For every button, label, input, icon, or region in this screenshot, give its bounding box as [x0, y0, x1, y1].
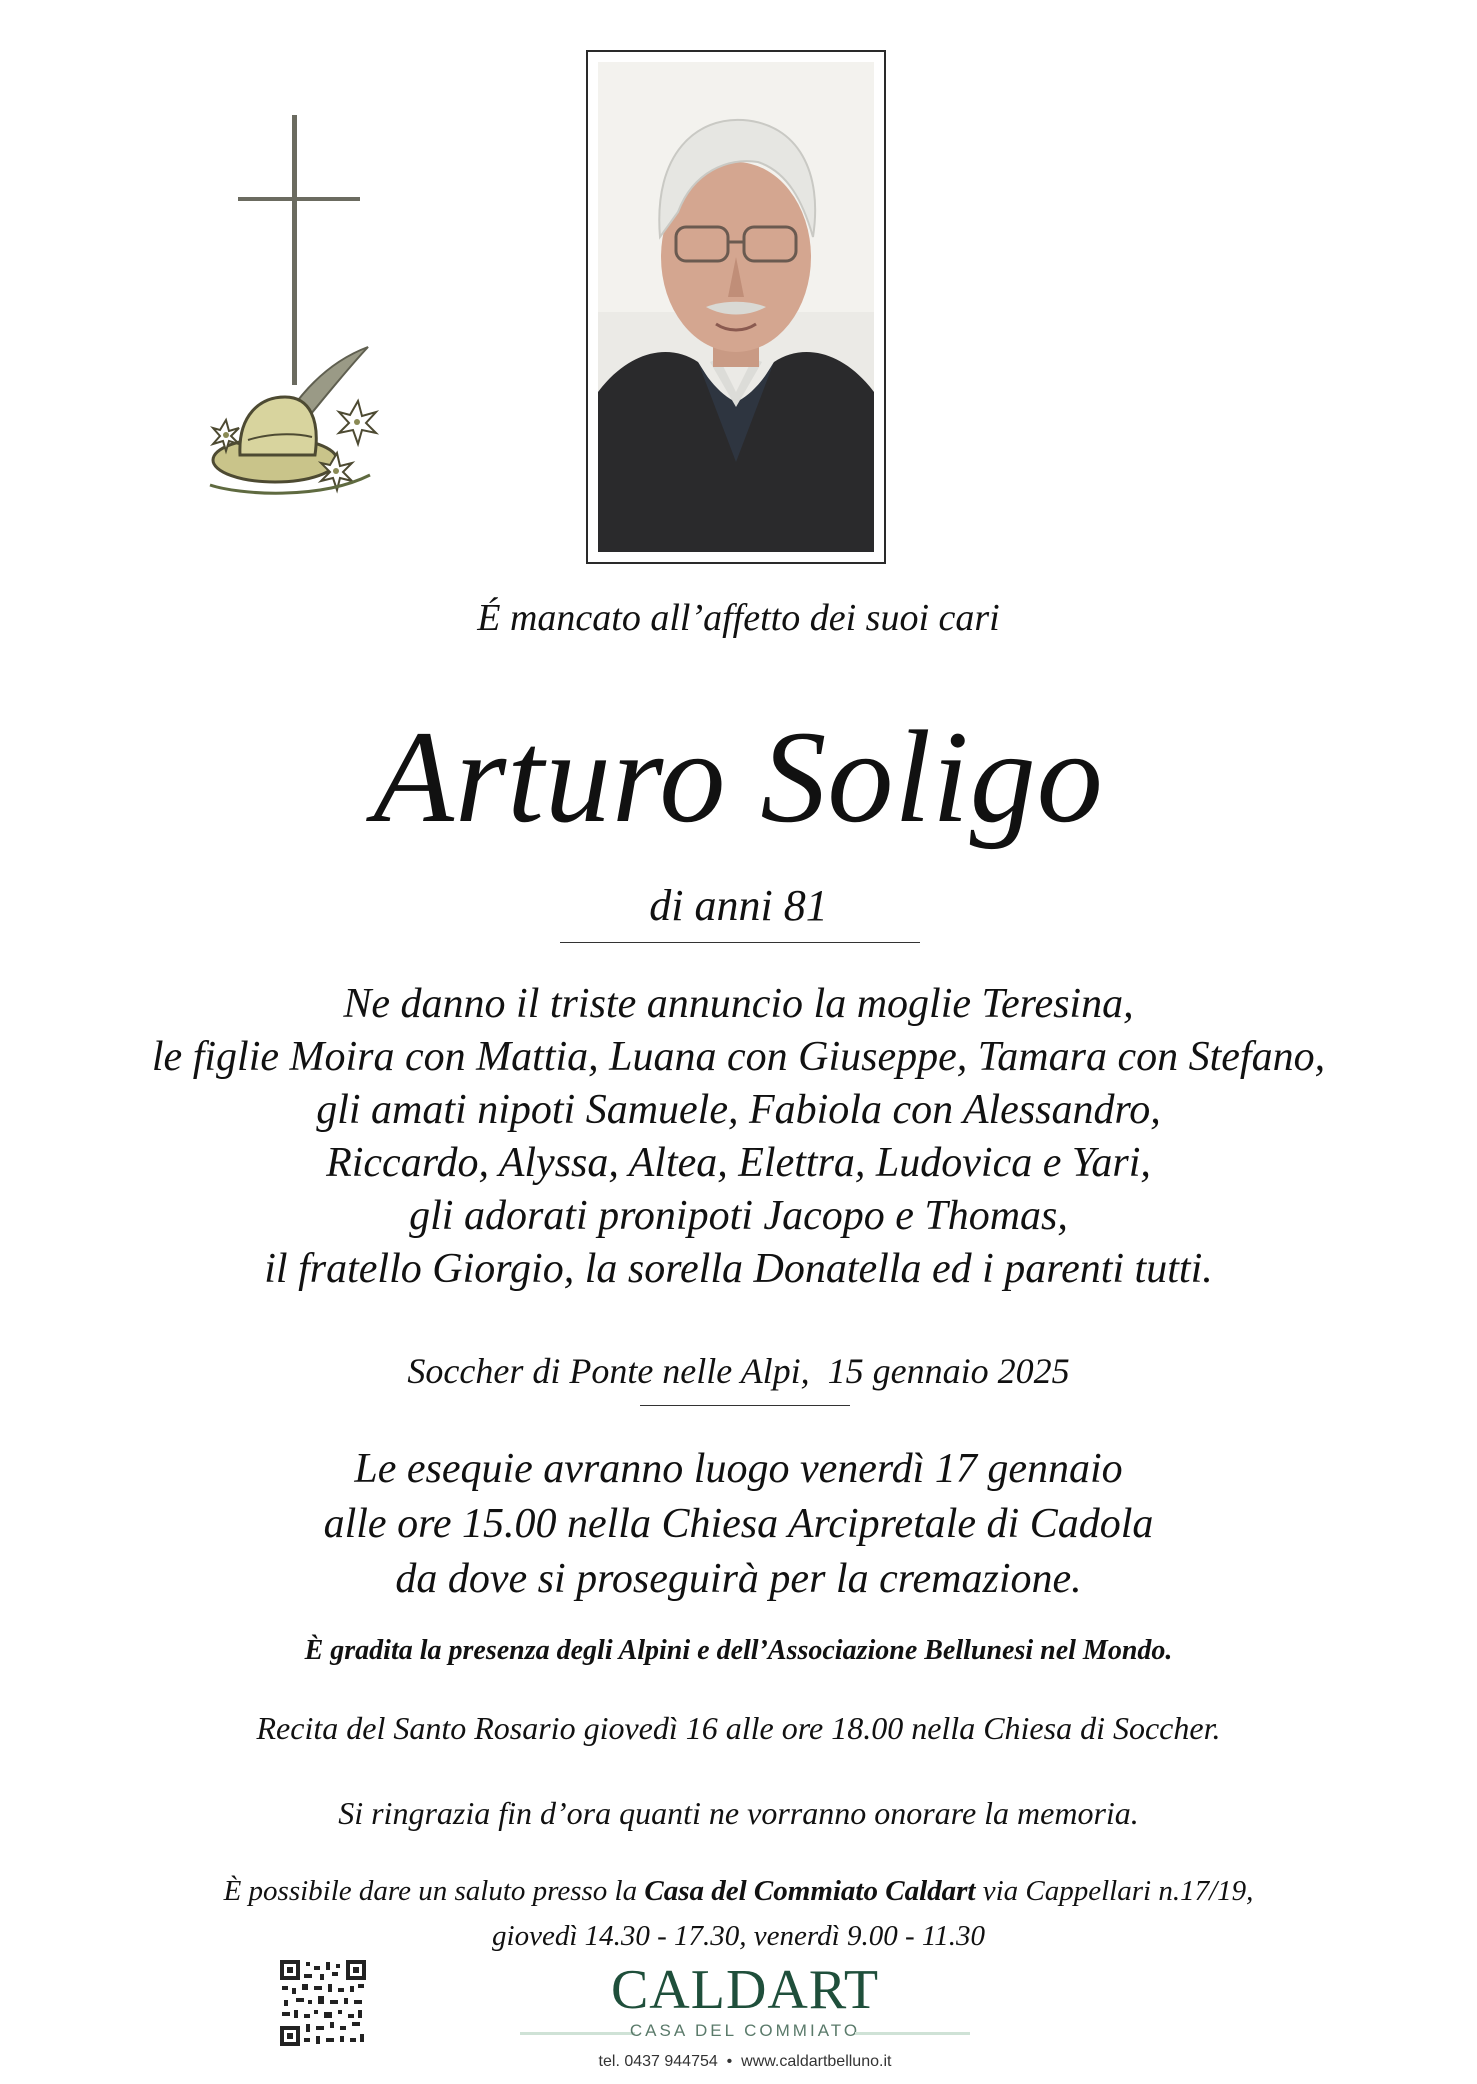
deceased-name: Arturo Soligo	[373, 703, 1104, 850]
qr-code-icon	[280, 1960, 366, 2046]
announcement-line: Ne danno il triste annuncio la moglie Teresina,	[343, 981, 1134, 1027]
divider	[560, 942, 920, 943]
visit-venue: Casa del Commiato Caldart	[644, 1875, 976, 1907]
age-line: di anni 81	[649, 881, 828, 930]
announcement-line: gli amati nipoti Samuele, Fabiola con Alessandro,	[316, 1087, 1161, 1133]
announcement-line: le figlie Moira con Mattia, Luana con Giuseppe, Tamara con Stefano,	[151, 1034, 1326, 1080]
divider	[640, 1405, 850, 1406]
portrait-frame	[586, 50, 886, 564]
alpini-note: È gradita la presenza degli Alpini e dell’Associazione Bellunesi nel Mondo.	[304, 1635, 1173, 1666]
announcement-line: Riccardo, Alyssa, Altea, Elettra, Ludovica e Yari,	[326, 1140, 1151, 1186]
visit-prefix: È possibile dare un saluto presso la	[223, 1875, 645, 1907]
caldart-logo	[520, 1960, 970, 2070]
thanks-note: Si ringrazia fin d’ora quanti ne vorranno onorare la memoria.	[338, 1795, 1139, 1831]
rosary-note: Recita del Santo Rosario giovedì 16 alle ore 18.00 nella Chiesa di Soccher.	[256, 1710, 1221, 1746]
logo-divider	[855, 2032, 970, 2035]
place-date: Soccher di Ponte nelle Alpi, 15 gennaio 2025	[407, 1351, 1070, 1391]
funeral-line: Le esequie avranno luogo venerdì 17 gennaio	[354, 1446, 1123, 1492]
portrait-photo	[598, 62, 874, 552]
visit-hours: giovedì 14.30 - 17.30, venerdì 9.00 - 11.30	[492, 1920, 985, 1952]
visit-suffix: via Cappellari n.17/19,	[975, 1875, 1254, 1907]
contact-info: tel. 0437 944754 • www.caldartbelluno.it	[598, 2053, 892, 2070]
intro-line: É mancato all’affetto dei suoi cari	[477, 597, 1000, 639]
visit-line	[0, 1875, 1477, 1908]
logo-subtitle: CASA DEL COMMIATO	[629, 2021, 861, 2040]
announcement-line: gli adorati pronipoti Jacopo e Thomas,	[409, 1193, 1068, 1239]
announcement-line: il fratello Giorgio, la sorella Donatella ed i parenti tutti.	[264, 1246, 1213, 1292]
cross-with-alpine-hat-icon	[200, 115, 410, 515]
funeral-line: alle ore 15.00 nella Chiesa Arcipretale di Cadola	[323, 1501, 1154, 1547]
funeral-line: da dove si proseguirà per la cremazione.	[395, 1556, 1082, 1602]
logo-wordmark: CALDART	[610, 1959, 880, 2021]
